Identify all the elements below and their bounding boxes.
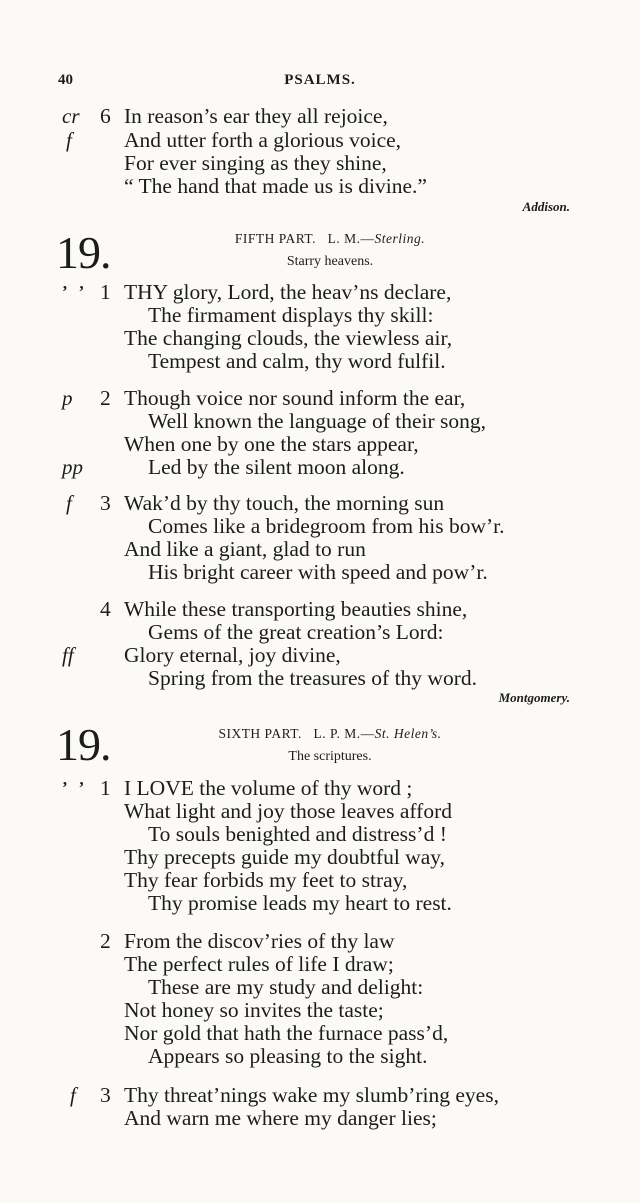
- verse-line: And utter forth a glorious voice,: [124, 128, 402, 152]
- page-number: 40: [58, 72, 73, 88]
- hymn-part: SIXTH PART.: [218, 726, 302, 741]
- verse-line: Led by the silent moon along.: [148, 455, 405, 479]
- verse-line: And warn me where my danger lies;: [124, 1106, 437, 1130]
- verse-line: Thy threat’nings wake my slumb’ring eyes,: [124, 1083, 499, 1107]
- verse-number: 1: [100, 280, 111, 304]
- verse-line: Though voice nor sound inform the ear,: [124, 386, 466, 410]
- verse-line: “ The hand that made us is divine.”: [124, 174, 427, 198]
- verse-line: Gems of the great creation’s Lord:: [148, 620, 444, 644]
- verse-line: Thy fear forbids my feet to stray,: [124, 868, 408, 892]
- verse-line: From the discov’ries of thy law: [124, 929, 395, 953]
- verse-number: 3: [100, 491, 111, 515]
- verse-line: The perfect rules of life I draw;: [124, 952, 394, 976]
- verse-line: His bright career with speed and pow’r.: [148, 560, 488, 584]
- verse-line: What light and joy those leaves afford: [124, 799, 452, 823]
- attribution: Montgomery.: [498, 690, 570, 705]
- dynamic-marking: f: [66, 491, 72, 515]
- dynamic-marking: ff: [62, 643, 74, 667]
- hymn-meter: L. P. M.—: [313, 726, 375, 741]
- hymn-subject: Starry heavens.: [286, 254, 374, 269]
- hymn-tune: St. Helen’s.: [374, 726, 442, 741]
- verse-line: THY glory, Lord, the heav’ns declare,: [124, 280, 452, 304]
- hymn-meter: L. M.—: [327, 231, 375, 246]
- verse-number: 1: [100, 776, 111, 800]
- verse-line: These are my study and delight:: [148, 975, 424, 999]
- verse-line: Thy precepts guide my doubtful way,: [124, 845, 446, 869]
- repeat-marks: ’ ’: [62, 282, 89, 301]
- verse-number: 2: [100, 386, 111, 410]
- verse-line: While these transporting beauties shine,: [124, 597, 468, 621]
- repeat-marks: ’ ’: [62, 778, 89, 797]
- verse-line: Well known the language of their song,: [148, 409, 487, 433]
- verse-line: Spring from the treasures of thy word.: [148, 666, 477, 690]
- verse-line: Nor gold that hath the furnace pass’d,: [124, 1021, 449, 1045]
- verse-line: Comes like a bridegroom from his bow’r.: [148, 514, 505, 538]
- verse-line: Glory eternal, joy divine,: [124, 643, 341, 667]
- verse-number: 3: [100, 1083, 111, 1107]
- hymn-subject: The scriptures.: [288, 749, 372, 764]
- dynamic-marking: cr: [62, 104, 80, 128]
- verse-line: I LOVE the volume of thy word ;: [124, 776, 413, 800]
- hymn-tune: Sterling.: [374, 231, 426, 246]
- verse-line: Tempest and calm, thy word fulfil.: [148, 349, 446, 373]
- verse-line: When one by one the stars appear,: [124, 432, 419, 456]
- verse-line: Appears so pleasing to the sight.: [148, 1044, 428, 1068]
- dynamic-marking: p: [62, 386, 73, 410]
- dynamic-marking: pp: [62, 455, 83, 479]
- verse-line: For ever singing as they shine,: [124, 151, 387, 175]
- dynamic-marking: f: [66, 128, 72, 152]
- verse-line: And like a giant, glad to run: [124, 537, 366, 561]
- dynamic-marking: f: [70, 1083, 76, 1107]
- running-title: PSALMS.: [284, 72, 356, 88]
- hymn-part: FIFTH PART.: [234, 231, 317, 246]
- verse-number: 6: [100, 104, 111, 128]
- hymn-heading: [160, 726, 500, 742]
- verse-line: The changing clouds, the viewless air,: [124, 326, 453, 350]
- verse-line: In reason’s ear they all rejoice,: [124, 104, 388, 128]
- verse-line: Not honey so invites the taste;: [124, 998, 384, 1022]
- verse-line: The firmament displays thy skill:: [148, 303, 434, 327]
- hymn-number: 19.: [56, 719, 111, 770]
- verse-line: Wak’d by thy touch, the morning sun: [124, 491, 445, 515]
- verse-line: To souls benighted and distress’d !: [148, 822, 447, 846]
- verse-number: 4: [100, 597, 111, 621]
- attribution: Addison.: [522, 199, 570, 214]
- hymn-heading: [160, 231, 500, 247]
- verse-line: Thy promise leads my heart to rest.: [148, 891, 452, 915]
- hymn-number: 19.: [56, 227, 111, 278]
- verse-number: 2: [100, 929, 111, 953]
